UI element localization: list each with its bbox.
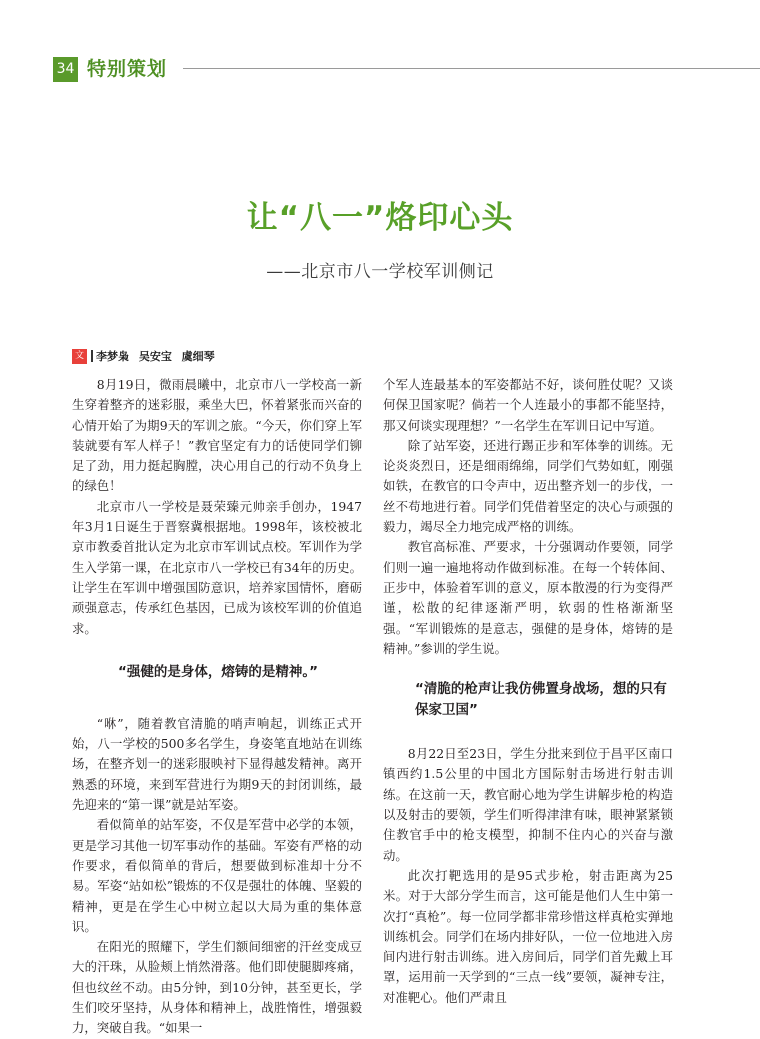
paragraph: 除了站军姿，还进行踢正步和军体拳的训练。无论炎炎烈日，还是细雨绵绵，同学们气势如虹，刚强如铁，在教官的口令声中，迈出整齐划一的步伐，一丝不苟地进行着。同学们凭借着坚定的决心与顽强的毅力，竭尽全力地完成严格的训练。: [383, 437, 673, 535]
page-number: 34: [53, 57, 78, 82]
paragraph: 看似简单的站军姿，不仅是军营中必学的本领，更是学习其他一切军事动作的基础。军姿有严格的动作要求，看似简单的背后，想要做到标准却十分不易。军姿“站如松”锻炼的不仅是强壮的体魄、坚毅的精神，更是在学生心中树立起以大局为重的集体意识。: [72, 817, 362, 934]
paragraph: 教官高标准、严要求，十分强调动作要领，同学们则一遍一遍地将动作做到标准。在每一个转体间、正步中，体验着军训的意义，原本散漫的行为变得严谨，松散的纪律逐渐严明，软弱的性格渐渐坚强。“军训锻炼的是意志，强健的是身体，熔铸的是精神。”参训的学生说。: [383, 539, 673, 656]
pull-quote: “强健的是身体，熔铸的是精神。”: [118, 663, 318, 680]
paragraph: 在阳光的照耀下，学生们额间细密的汗丝变成豆大的汗珠，从脸颊上悄然滑落。他们即使腿脚疼痛，但也纹丝不动。由5分钟，到10分钟，甚至更长，学生们咬牙坚持，从身体和精神上，战胜惰性，增强毅力，突破自我。“如果一: [72, 939, 362, 1036]
byline-authors: 李梦枭 吴安宝 虞细琴: [96, 350, 215, 363]
article-title: 让“八一”烙印心头: [246, 200, 514, 236]
paragraph: “咻”，随着教官清脆的哨声响起，训练正式开始，八一学校的500多名学生，身姿笔直地站在训练场，在整齐划一的迷彩服映衬下显得越发精神。离开熟悉的环境，来到军营进行为期9天的封闭训练，最先迎来的“第一课”就是站军姿。: [72, 715, 362, 813]
byline-divider: [91, 350, 93, 362]
paragraph: 8月22日至23日，学生分批来到位于昌平区南口镇西约1.5公里的中国北方国际射击场进行射击训练。在这前一天，教官耐心地为学生讲解步枪的构造以及射击的要领，学生们听得津津有味，眼神紧紧锁住教官手中的枪支模型，抑制不住内心的兴奋与激动。: [383, 746, 673, 863]
section-title: 特别策划: [87, 58, 168, 80]
paragraph: 8月19日，微雨晨曦中，北京市八一学校高一新生穿着整齐的迷彩服，乘坐大巴，怀着紧张而兴奋的心情开始了为期9天的军训之旅。“今天，你们穿上军装就要有军人样子！”教官坚定有力的话使同学们铆足了劲，用力挺起胸膛，决心用自己的行动不负身上的绿色！: [72, 377, 362, 494]
byline-tag: 文: [72, 349, 87, 364]
right-column: [383, 375, 673, 1008]
pull-quote: “清脆的枪声让我仿佛置身战场，想的只有保家卫国”: [415, 681, 667, 719]
article-subtitle: ——北京市八一学校军训侧记: [266, 262, 494, 282]
header-divider: [183, 68, 760, 69]
paragraph: 个军人连最基本的军姿都站不好，谈何胜仗呢？又谈何保卫国家呢？倘若一个人连最小的事都不能坚持，那又何谈实现理想？”一名学生在军训日记中写道。: [383, 377, 673, 433]
left-column: [72, 375, 362, 1039]
paragraph: 北京市八一学校是聂荣臻元帅亲手创办，1947年3月1日诞生于晋察冀根据地。1998年，该校被北京市教委首批认定为北京市军训试点校。军训作为学生入学第一课，在北京市八一学校已有34年的历史。让学生在军训中增强国防意识，培养家国情怀，磨砺顽强意志，传承红色基因，已成为该校军训的价值追求。: [72, 498, 362, 636]
paragraph: 此次打靶选用的是95式步枪，射击距离为25米。对于大部分学生而言，这可能是他们人生中第一次打“真枪”。每一位同学都非常珍惜这样真枪实弹地训练机会。同学们在场内排好队，一位一位地进入房间内进行射击训练。进入房间后，同学们首先戴上耳罩，运用前一天学到的“三点一线”要领，凝神专注，对准靶心。他们严肃且: [383, 867, 673, 1005]
page-header: [0, 0, 760, 100]
byline: [72, 347, 215, 365]
